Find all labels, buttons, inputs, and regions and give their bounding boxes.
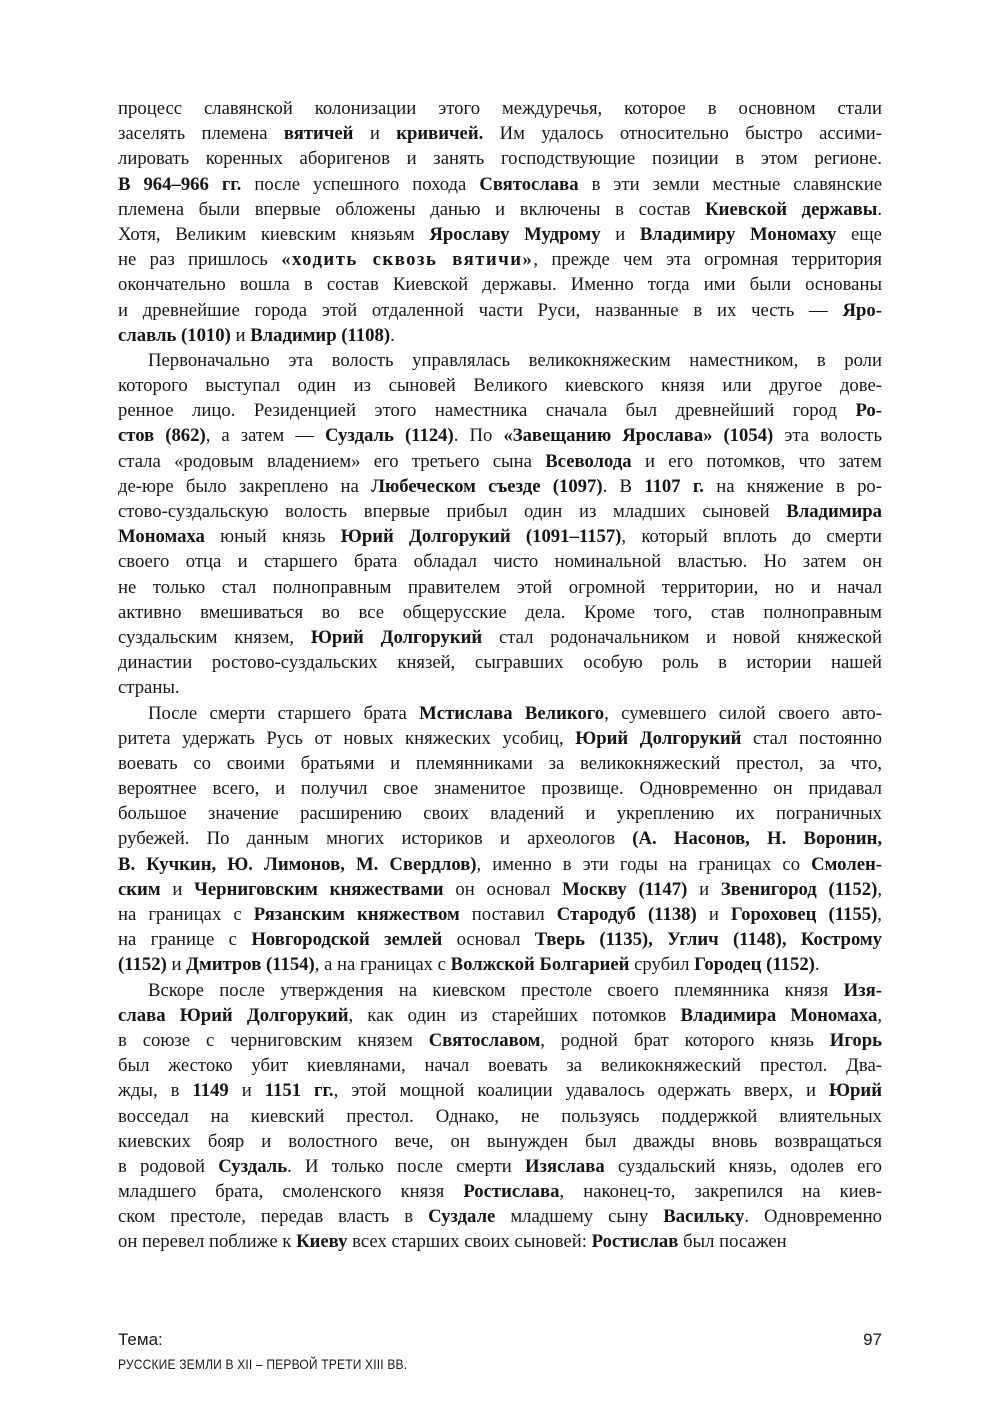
text-line — [118, 801, 882, 826]
emphasis-text: Смолен- — [811, 853, 882, 875]
plain-text: и — [228, 1080, 265, 1102]
emphasis-text: Ро- — [855, 400, 882, 422]
emphasis-text: Любеческом съезде (1097) — [371, 475, 603, 497]
emphasis-text: слава — [118, 1004, 166, 1026]
plain-text: срубил — [629, 954, 695, 976]
text-line — [118, 902, 882, 927]
plain-text: и — [600, 223, 640, 245]
plain-text: он перевел поближе к — [118, 1231, 297, 1253]
emphasis-text: Юрий Долгорукий (1091–1157) — [340, 526, 622, 548]
plain-text: . — [877, 198, 883, 220]
emphasis-text: Юрий — [829, 1080, 882, 1102]
emphasis-text: Мономаха — [118, 526, 205, 548]
plain-text: династии ростово-суздальских князей, сыгравших особую роль в истории нашей — [118, 652, 882, 674]
plain-text: рубежей. По данным многих историков и археологов — [118, 828, 633, 850]
emphasis-text: Рязанским княжеством — [253, 904, 460, 925]
text-line — [118, 499, 882, 524]
emphasis-text: кривичей. — [396, 123, 484, 145]
plain-text: не только стал полноправным правителем этой огромной территории, но и начал — [118, 576, 882, 598]
text-line — [118, 197, 882, 222]
text-line — [118, 96, 882, 121]
plain-text: . Одновременно — [744, 1206, 883, 1228]
plain-text: стал постоянно — [741, 727, 882, 749]
emphasis-text: Киевской державы — [705, 198, 878, 220]
plain-text: стала «родовым владением» его третьего сына — [118, 450, 546, 472]
emphasis-text: 1107 г. — [644, 475, 704, 497]
text-line — [118, 852, 882, 877]
body-text — [118, 96, 882, 1255]
emphasis-text: (А. Насонов, Н. Воронин, — [632, 828, 883, 850]
text-line — [118, 1003, 882, 1028]
plain-text: ском престоле, передав власть в — [118, 1206, 429, 1228]
emphasis-text: Васильку — [663, 1206, 745, 1228]
plain-text: в союзе с черниговским князем — [118, 1029, 429, 1051]
text-line — [118, 1078, 882, 1103]
plain-text: суздальским князем, — [118, 626, 311, 648]
text-line — [118, 348, 882, 373]
emphasis-text: Владимира — [786, 501, 882, 522]
plain-text: , сумевшего силой своего авто- — [604, 702, 882, 724]
plain-text: . И только после смерти — [287, 1155, 525, 1177]
emphasis-text: Юрий Долгорукий — [179, 1004, 349, 1026]
emphasis-text: вятичей — [283, 123, 354, 145]
text-line — [118, 650, 882, 675]
plain-text: племена были впервые обложены данью и включены в состав — [118, 198, 706, 220]
text-line — [118, 751, 882, 776]
emphasis-text: Мстислава Великого — [419, 702, 605, 724]
plain-text: , как один из старейших потомков — [348, 1004, 681, 1026]
emphasis-text: Новгородской землей — [251, 929, 443, 951]
plain-text: основал — [442, 929, 535, 951]
plain-text: восседал на киевский престол. Однако, не пользуясь поддержкой влиятельных — [118, 1105, 882, 1127]
plain-text: на княжение в ро- — [703, 475, 882, 497]
plain-text: . В — [602, 475, 645, 497]
emphasis-text: Игорь — [829, 1029, 882, 1051]
plain-text: . По — [453, 425, 504, 447]
plain-text: После смерти старшего брата — [148, 702, 420, 724]
plain-text: , а затем — — [205, 425, 326, 447]
plain-text: воевать со своими братьями и племянниками за великокняжеский престол, за что, — [118, 752, 882, 774]
plain-text: еще — [836, 223, 882, 245]
text-line — [118, 1129, 882, 1154]
paragraph — [118, 348, 882, 701]
plain-text: . — [814, 954, 820, 976]
text-line — [118, 877, 882, 902]
plain-text: всех старших своих сыновей: — [347, 1231, 592, 1253]
plain-text: был жестоко убит киевлянами, начал воевать за великокняжеский престол. Два- — [118, 1055, 882, 1077]
plain-text: Хотя, Великим киевским князьям — [118, 223, 430, 245]
plain-text: Им удалось относительно быстро ассими- — [483, 123, 883, 145]
plain-text: в эти земли местные славянские — [578, 173, 882, 195]
emphasis-text: Юрий Долгорукий — [575, 727, 742, 749]
text-line — [118, 247, 882, 272]
text-line — [118, 1204, 882, 1229]
emphasis-text: Ярославу Мудрому — [429, 223, 601, 245]
plain-text — [166, 1005, 180, 1026]
plain-text: Вскоре после утверждения на киевском престоле своего племянника князя — [148, 979, 844, 1001]
emphasis-text: В 964–966 гг. — [118, 173, 242, 195]
emphasis-text: Святослава — [479, 173, 579, 195]
emphasis-text: Городец (1152) — [694, 954, 815, 976]
text-line — [118, 524, 882, 549]
plain-text: и — [166, 954, 187, 976]
footer-topic-title: РУССКИЕ ЗЕМЛИ В XII – ПЕРВОЙ ТРЕТИ XIII ВВ. — [118, 1356, 408, 1372]
emphasis-text: Яро- — [842, 299, 882, 321]
emphasis-text: Изя- — [843, 979, 882, 1001]
emphasis-text: Владимиру Мономаху — [639, 223, 837, 245]
plain-text: не раз пришлось — [118, 249, 282, 271]
text-line — [118, 449, 882, 474]
plain-text: , именно в эти годы на границах со — [476, 853, 812, 875]
plain-text: заселять племена — [118, 123, 284, 145]
emphasis-text: Стародуб (1138) — [556, 904, 697, 925]
text-line — [118, 1104, 882, 1129]
plain-text: суздальский князь, одолев его — [604, 1155, 882, 1177]
plain-text: , — [877, 878, 882, 900]
plain-text: , — [877, 1004, 882, 1026]
plain-text: де-юре было закреплено на — [118, 475, 372, 497]
plain-text: активно вмешиваться во все общерусские дела. Кроме того, став полноправным — [118, 601, 882, 623]
plain-text: и его потомков, что затем — [631, 450, 883, 472]
text-line — [118, 927, 882, 952]
text-line — [118, 826, 882, 851]
plain-text: которого выступал один из сыновей Великого киевского князя или другое дове- — [118, 375, 882, 397]
text-line — [118, 701, 882, 726]
text-line — [118, 172, 882, 197]
plain-text: был посажен — [678, 1231, 787, 1253]
emphasis-text: Москву (1147) — [562, 878, 688, 900]
emphasis-text: Суздале — [428, 1206, 496, 1228]
emphasis-text: Ростислава — [463, 1181, 560, 1203]
plain-text: киевских бояр и волостного вече, он вынужден был дважды вновь возвращаться — [118, 1130, 882, 1152]
text-line — [118, 952, 882, 977]
plain-text: , — [877, 904, 882, 925]
emphasis-text: Ростислав — [591, 1231, 679, 1253]
text-line — [118, 776, 882, 801]
text-line — [118, 222, 882, 247]
emphasis-text: Святославом — [428, 1029, 541, 1051]
emphasis-text: (1152) — [118, 954, 167, 976]
plain-text: стал родоначальником и новой княжеской — [482, 626, 882, 648]
plain-text: окончательно вошла в состав Киевской державы. Именно тогда ими были основаны — [118, 274, 882, 296]
emphasis-text: Звенигород (1152) — [720, 878, 878, 900]
emphasis-text: Суздаль (1124) — [325, 425, 454, 447]
text-line — [118, 1229, 882, 1254]
plain-text: страны. — [118, 677, 180, 699]
emphasis-text: 1149 — [192, 1080, 229, 1102]
text-line — [118, 474, 882, 499]
emphasis-text: Тверь (1135), Углич (1148), Кострому — [534, 929, 883, 951]
emphasis-text: стов (862) — [118, 425, 206, 447]
text-line — [118, 146, 882, 171]
plain-text: жды, в — [118, 1080, 193, 1102]
emphasis-text: славль (1010) — [118, 324, 231, 346]
plain-text: и — [160, 878, 195, 900]
text-line — [118, 575, 882, 600]
plain-text: большое значение расширению своих владений и укреплению их пограничных — [118, 803, 882, 825]
plain-text: Первоначально эта волость управлялась великокняжеским наместником, в роли — [148, 349, 882, 371]
emphasis-text: ским — [118, 878, 161, 900]
footer-topic-label: Тема: — [118, 1330, 163, 1349]
plain-text: , а на границах с — [314, 954, 451, 976]
emphasis-text: «Завещанию Ярослава» (1054) — [503, 425, 774, 447]
text-line — [118, 625, 882, 650]
plain-text: процесс славянской колонизации этого междуречья, которое в основном стали — [118, 98, 882, 119]
plain-text: , прежде чем эта огромная территория — [533, 249, 882, 271]
emphasis-text: Черниговским княжествами — [194, 878, 444, 900]
text-line — [118, 726, 882, 751]
text-line — [118, 423, 882, 448]
plain-text: и — [230, 324, 251, 346]
text-line — [118, 600, 882, 625]
plain-text: ритета удержать Русь от новых княжеских усобиц, — [118, 727, 576, 749]
plain-text: после успешного похода — [241, 173, 480, 195]
text-line — [118, 398, 882, 423]
plain-text: лировать коренных аборигенов и занять господствующие позиции в этом регионе. — [118, 148, 882, 170]
plain-text: эта волость — [773, 425, 882, 447]
plain-text: на границе с — [118, 929, 252, 951]
emphasis-text: Суздаль — [218, 1155, 288, 1177]
emphasis-text: Изяслава — [524, 1155, 605, 1177]
emphasis-text: Гороховец (1155) — [730, 904, 878, 925]
plain-text: . — [390, 324, 395, 346]
emphasis-text: Владимир (1108) — [250, 324, 391, 346]
text-line — [118, 323, 882, 348]
text-line — [118, 978, 882, 1003]
plain-text: младшему сыну — [495, 1206, 664, 1228]
text-line — [118, 675, 882, 700]
text-line — [118, 272, 882, 297]
paragraph — [118, 978, 882, 1255]
text-line — [118, 298, 882, 323]
emphasis-text: Всеволода — [545, 450, 632, 472]
text-line — [118, 549, 882, 574]
plain-text: ренное лицо. Резиденцией этого наместника сначала был древнейший город — [118, 400, 856, 422]
text-line — [118, 121, 882, 146]
emphasis-text: В. Кучкин, Ю. Лимонов, М. Свердлов) — [118, 853, 477, 875]
plain-text: , наконец-то, закрепился на киев- — [559, 1181, 882, 1203]
plain-text: поставил — [459, 904, 557, 925]
plain-text: младшего брата, смоленского князя — [118, 1181, 464, 1203]
plain-text: и — [353, 123, 397, 145]
text-line — [118, 373, 882, 398]
plain-text: юный князь — [204, 526, 341, 548]
emphasis-text: Волжской Болгарией — [450, 954, 630, 976]
plain-text: , этой мощной коалиции удавалось одержать вверх, и — [333, 1080, 829, 1102]
plain-text: стово-суздальскую волость впервые прибыл один из младших сыновей — [118, 501, 787, 522]
plain-text: на границах с — [118, 904, 254, 925]
paragraph — [118, 96, 882, 348]
plain-text: и древнейшие города этой отдаленной части Руси, названные в их честь — — [118, 299, 843, 321]
text-line — [118, 1028, 882, 1053]
emphasis-text: 1151 гг. — [264, 1080, 334, 1102]
emphasis-text: Киеву — [296, 1231, 348, 1253]
paragraph — [118, 701, 882, 978]
emphasis-text: Дмитров (1154) — [186, 954, 315, 976]
plain-text: в родовой — [118, 1155, 219, 1177]
plain-text: вероятнее всего, и получил свое знаменитое прозвище. Одновременно он придавал — [118, 778, 882, 800]
plain-text: , который вплоть до смерти — [621, 526, 882, 548]
plain-text: и — [687, 878, 721, 900]
emphasis-text: Юрий Долгорукий — [310, 626, 483, 648]
plain-text: своего отца и старшего брата обладал чисто номинальной властью. Но затем он — [118, 551, 882, 573]
text-line — [118, 1154, 882, 1179]
text-line — [118, 1053, 882, 1078]
text-line — [118, 1179, 882, 1204]
plain-text: , родной брат которого князь — [540, 1029, 830, 1051]
emphasis-text: Владимира Мономаха — [680, 1004, 878, 1026]
plain-text: и — [696, 904, 731, 925]
emphasis-text: «ходить сквозь вятичи» — [281, 249, 534, 271]
page-number: 97 — [863, 1330, 882, 1349]
plain-text: он основал — [443, 878, 563, 900]
